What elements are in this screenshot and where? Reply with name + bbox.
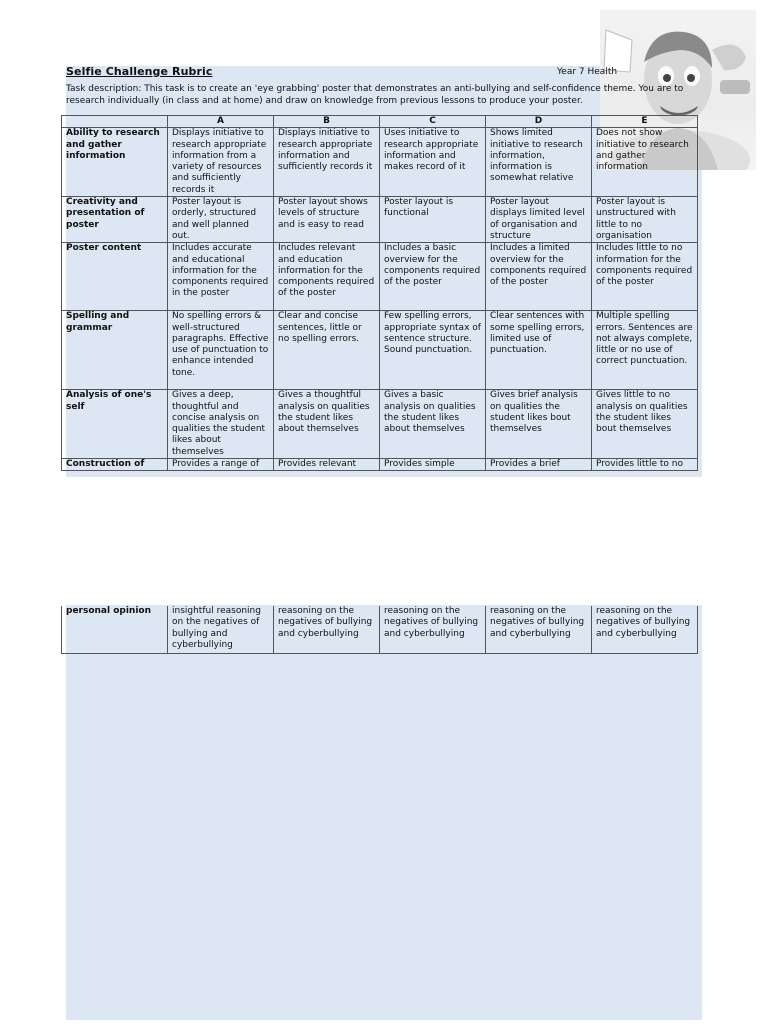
grade-c-header: C <box>380 116 486 128</box>
criterion-cell: Poster content <box>62 243 168 311</box>
rubric-cell: reasoning on the negatives of bullying and cyberbullying <box>592 606 698 654</box>
rubric-cell: Poster layout displays limited level of organisation and structure <box>486 197 592 243</box>
rubric-cell: Few spelling errors, appropriate syntax of sentence structure. Sound punctuation. <box>380 311 486 390</box>
rubric-cell: Does not show initiative to research and gather information <box>592 128 698 197</box>
rubric-table-continued <box>61 606 698 654</box>
rubric-cell: Poster layout is orderly, structured and well planned out. <box>168 197 274 243</box>
rubric-cell: Provides simple <box>380 459 486 471</box>
rubric-row <box>62 390 698 459</box>
criterion-cell: Analysis of one's self <box>62 390 168 459</box>
criterion-cell: personal opinion <box>62 606 168 654</box>
rubric-cell: reasoning on the negatives of bullying and cyberbullying <box>380 606 486 654</box>
rubric-cell: Poster layout is functional <box>380 197 486 243</box>
rubric-cell: reasoning on the negatives of bullying and cyberbullying <box>274 606 380 654</box>
rubric-row <box>62 243 698 311</box>
rubric-cell: reasoning on the negatives of bullying and cyberbullying <box>486 606 592 654</box>
rubric-cell: Gives a thoughtful analysis on qualities the student likes about themselves <box>274 390 380 459</box>
rubric-table <box>61 115 698 471</box>
rubric-cell: Multiple spelling errors. Sentences are not always complete, little or no use of correct punctuation. <box>592 311 698 390</box>
rubric-cell: Poster layout shows levels of structure and is easy to read <box>274 197 380 243</box>
rubric-row <box>62 311 698 390</box>
rubric-cell: Provides a brief <box>486 459 592 471</box>
page-background-bottom <box>66 605 702 1020</box>
rubric-cell: Gives a deep, thoughtful and concise analysis on qualities the student likes about themselves <box>168 390 274 459</box>
document-title: Selfie Challenge Rubric <box>66 65 213 78</box>
grade-b-header: B <box>274 116 380 128</box>
rubric-row <box>62 128 698 197</box>
rubric-row <box>62 606 698 654</box>
rubric-cell: Uses initiative to research appropriate information and makes record of it <box>380 128 486 197</box>
rubric-cell: Displays initiative to research appropriate information from a variety of resources and sufficiently records it <box>168 128 274 197</box>
criterion-cell: Ability to research and gather information <box>62 128 168 197</box>
rubric-cell: No spelling errors & well-structured paragraphs. Effective use of punctuation to enhance intended tone. <box>168 311 274 390</box>
rubric-cell: insightful reasoning on the negatives of bullying and cyberbullying <box>168 606 274 654</box>
rubric-cell: Provides a range of <box>168 459 274 471</box>
grade-e-header: E <box>592 116 698 128</box>
grade-d-header: D <box>486 116 592 128</box>
rubric-row <box>62 459 698 471</box>
rubric-cell: Includes accurate and educational information for the components required in the poster <box>168 243 274 311</box>
rubric-cell: Includes a basic overview for the components required of the poster <box>380 243 486 311</box>
grade-a-header: A <box>168 116 274 128</box>
rubric-cell: Gives brief analysis on qualities the student likes bout themselves <box>486 390 592 459</box>
rubric-cell: Gives a basic analysis on qualities the student likes about themselves <box>380 390 486 459</box>
rubric-cell: Poster layout is unstructured with little to no organisation <box>592 197 698 243</box>
criterion-cell: Construction of <box>62 459 168 471</box>
rubric-cell: Displays initiative to research appropriate information and sufficiently records it <box>274 128 380 197</box>
rubric-cell: Includes a limited overview for the components required of the poster <box>486 243 592 311</box>
task-description: Task description: This task is to create an 'eye grabbing' poster that demonstrates an anti-bullying and self-confidence theme. You are to research individually (in class and at home) and draw on knowledge from previous lessons to produce your poster. <box>66 84 684 106</box>
year-level-label: Year 7 Health <box>557 67 618 77</box>
criterion-header <box>62 116 168 128</box>
rubric-cell: Clear sentences with some spelling errors, limited use of punctuation. <box>486 311 592 390</box>
rubric-cell: Includes little to no information for the components required of the poster <box>592 243 698 311</box>
rubric-row <box>62 197 698 243</box>
criterion-cell: Spelling and grammar <box>62 311 168 390</box>
rubric-cell: Includes relevant and education information for the components required of the poster <box>274 243 380 311</box>
rubric-cell: Gives little to no analysis on qualities the student likes bout themselves <box>592 390 698 459</box>
rubric-cell: Provides little to no <box>592 459 698 471</box>
rubric-cell: Provides relevant <box>274 459 380 471</box>
criterion-cell: Creativity and presentation of poster <box>62 197 168 243</box>
rubric-cell: Shows limited initiative to research information, information is somewhat relative <box>486 128 592 197</box>
rubric-cell: Clear and concise sentences, little or no spelling errors. <box>274 311 380 390</box>
grade-header-row <box>62 116 698 128</box>
